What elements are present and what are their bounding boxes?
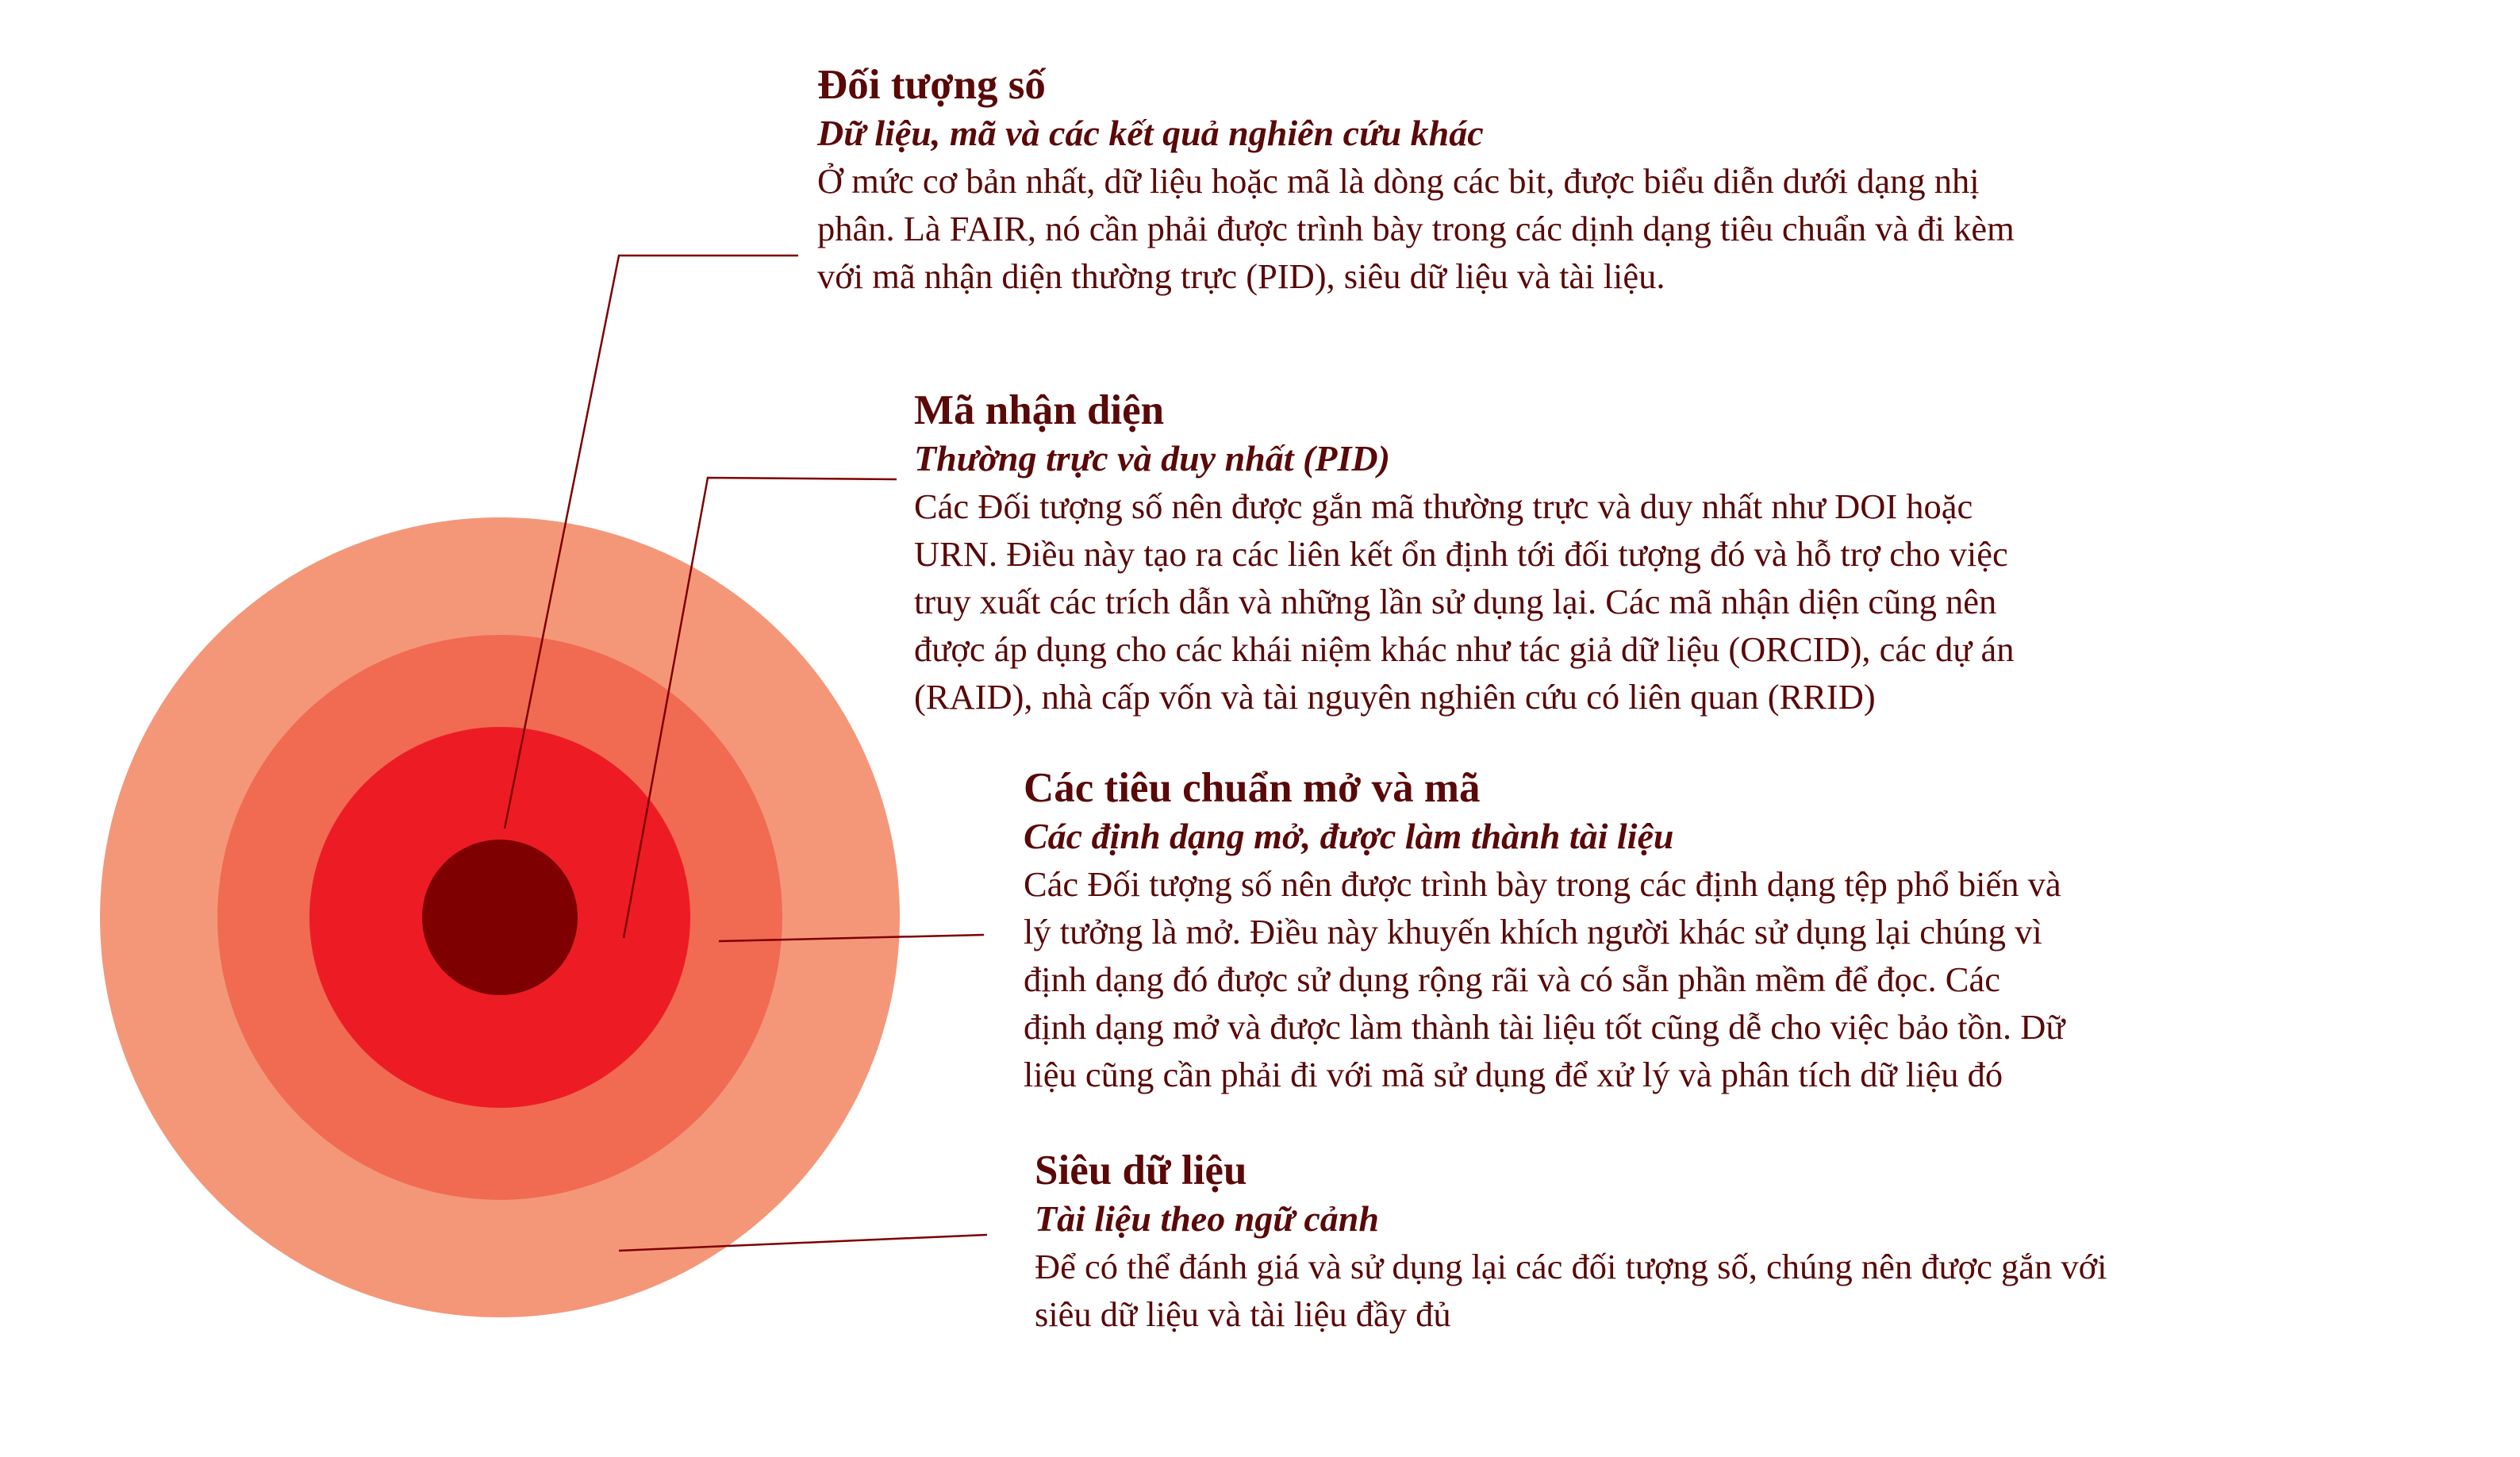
identifiers-description: Các Đối tượng số nên được gắn mã thường trực và duy nhất như DOI hoặc URN. Điều này tạo ra các liên kết ổn định tới đối tượng đó và hỗ trợ cho việc truy xuất các trích dẫn và những lần sử dụng lại. Các mã nhận diện cũng nên được áp dụng cho các khái niệm khác như tác giả dữ liệu (ORCID), các dự án (RAID), nhà cấp vốn và tài nguyên nghiên cứu có liên quan (RRID) bbox=[914, 486, 2015, 717]
identifiers-block bbox=[914, 386, 2295, 721]
metadata-block bbox=[1035, 1146, 2384, 1338]
digital-objects-description: Ở mức cơ bản nhất, dữ liệu hoặc mã là dòng các bit, được biểu diễn dưới dạng nhị phân. Là FAIR, nó cần phải được trình bày trong các dịnh dạng tiêu chuẩn và đi kèm với mã nhận diện thường trực (PID), siêu dữ liệu và tài liệu. bbox=[817, 161, 2015, 296]
digital-objects-title: Đối tượng số bbox=[817, 62, 1046, 108]
metadata-subtitle: Tài liệu theo ngữ cảnh bbox=[1035, 1198, 1379, 1239]
metadata-title: Siêu dữ liệu bbox=[1035, 1148, 1247, 1194]
open-standards-subtitle: Các định dạng mở, được làm thành tài liệu bbox=[1024, 816, 1674, 856]
identifiers-subtitle: Thường trực và duy nhất (PID) bbox=[914, 438, 1390, 479]
identifiers-title: Mã nhận diện bbox=[914, 387, 1165, 433]
open-standards-title: Các tiêu chuẩn mở và mã bbox=[1024, 765, 1481, 811]
digital-object-core bbox=[422, 840, 578, 995]
digital-objects-block bbox=[817, 60, 2277, 300]
open-standards-block bbox=[1024, 763, 2388, 1098]
open-standards-description: Các Đối tượng số nên được trình bày trong các định dạng tệp phổ biến và lý tưởng là mở. Điều này khuyến khích người khác sử dụng lại chúng vì định dạng đó được sử dụng rộng rãi và có sẵn phần mềm để đọc. Các định dạng mở và được làm thành tài liệu tốt cũng dễ cho việc bảo tồn. Dữ liệu cũng cần phải đi với mã sử dụng để xử lý và phân tích dữ liệu đó bbox=[1024, 864, 2065, 1094]
digital-objects-subtitle: Dữ liệu, mã và các kết quả nghiên cứu khác bbox=[817, 113, 1484, 153]
metadata-description: Để có thể đánh giá và sử dụng lại các đối tượng số, chúng nên được gắn với siêu dữ liệu và tài liệu đầy đủ bbox=[1035, 1247, 2107, 1334]
